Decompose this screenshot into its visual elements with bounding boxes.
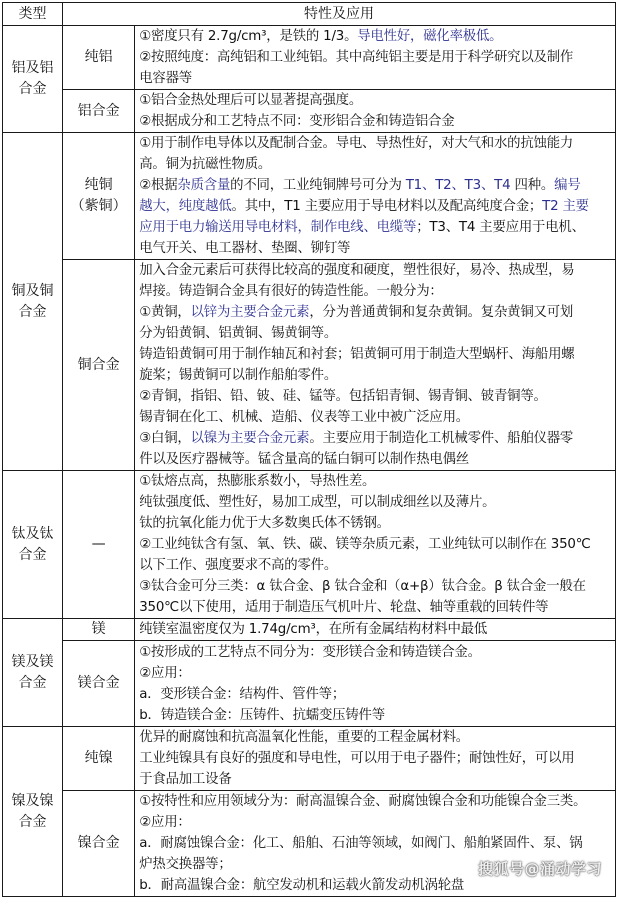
text-segment: b．耐高温镍合金：航空发动机和运载火箭发动机涡轮盘 [139, 878, 465, 893]
highlighted-text: 越大，纯度越低 [139, 199, 232, 214]
type-cell-titanium: 钛及钛 合金 [3, 471, 63, 619]
desc-titanium [135, 471, 616, 619]
subtype-pure-magnesium: 镁 [63, 619, 135, 641]
text-segment: 旋桨；锡黄铜可以制作船舶零件。 [139, 368, 338, 383]
table-row [3, 90, 616, 133]
table-row [3, 641, 616, 727]
desc-line [139, 791, 611, 812]
table-row [3, 791, 616, 897]
desc-line [139, 428, 611, 449]
table-header-row [3, 3, 616, 26]
text-segment: ①密度只有 2.7g/cm³，是铁的 1/3。 [139, 29, 358, 44]
desc-line [139, 133, 611, 154]
type-cell-magnesium: 镁及镁 合金 [3, 619, 63, 727]
text-segment: ②应用： [139, 815, 191, 830]
desc-line [139, 684, 611, 705]
desc-nickel-alloy [135, 791, 616, 897]
text-segment: ②青铜，指铝、铅、铍、硅、锰等。包括铝青铜、锡青铜、铍青铜等。 [139, 389, 547, 404]
text-segment: 焊接。铸造铜合金具有很好的铸造性能。一般分为： [139, 284, 443, 299]
highlighted-text: 导电性好，磁化率极低。 [357, 29, 503, 44]
text-segment: ①钛熔点高，热膨胀系数小，导热性差。 [139, 474, 376, 489]
desc-line [139, 260, 611, 281]
text-segment: 件以及医疗器械等。锰含量高的锰白铜可以制作热电偶丝 [139, 452, 469, 467]
desc-line [139, 217, 611, 238]
text-segment: 钛的抗氧化能力优于大多数奥氏体不锈钢。 [139, 516, 390, 531]
text-segment: 铸造铅黄铜可用于制作轴瓦和衬套；铝黄铜可用于制造大型蜗杆、海船用螺 [139, 347, 575, 362]
desc-magnesium-alloy [135, 641, 616, 727]
subtype-pure-nickel: 纯镍 [63, 727, 135, 791]
desc-line [139, 534, 611, 555]
text-segment: ，分为普通黄铜和复杂黄铜。复杂黄铜又可划 [309, 305, 574, 320]
text-segment: 纯钛强度低、塑性好，易加工成型，可以制成细丝以及薄片。 [139, 495, 496, 510]
text-segment: ②按照纯度：高纯铝和工业纯铝。其中高纯铝主要是用于科学研究以及制作 [139, 50, 574, 65]
text-segment: 。主要应用于制造化工机械零件、船舶仪器零 [309, 431, 574, 446]
subtype-nickel-alloy: 镍合金 [63, 791, 135, 897]
desc-line [139, 769, 611, 790]
header-properties: 特性及应用 [63, 3, 616, 26]
subtype-aluminum-alloy: 铝合金 [63, 90, 135, 133]
text-segment: 电容器等 [139, 71, 192, 86]
desc-line [139, 238, 611, 259]
text-segment: ③钛合金可分三类：α 钛合金、β 钛合金和（α+β）钛合金。β 钛合金一般在 [139, 579, 586, 594]
text-segment: ①黄铜， [139, 305, 191, 320]
table-row [3, 727, 616, 791]
text-segment: a．耐腐蚀镍合金：化工、船舶、石油等领域，如阀门、船舶紧固件、泵、锅 [139, 836, 583, 851]
desc-pure-nickel [135, 727, 616, 791]
desc-line [139, 281, 611, 302]
type-cell-copper: 铜及铜 合金 [3, 133, 63, 471]
desc-line [139, 68, 611, 89]
desc-line [139, 302, 611, 323]
text-segment: 。其中，T1 主要应用于导电材料以及配高纯度合金； [231, 199, 543, 214]
desc-line [139, 386, 611, 407]
text-segment: 工业纯镍具有良好的强度和导电性，可以用于电子器件；耐蚀性好，可以用 [139, 751, 575, 766]
desc-line [139, 407, 611, 428]
type-cell-nickel: 镍及镍 合金 [3, 727, 63, 897]
text-segment: 锡青铜在化工、机械、造船、仪表等工业中被广泛应用。 [139, 410, 469, 425]
desc-line [139, 663, 611, 684]
text-segment: ①铝合金热处理后可以显著提高强度。 [139, 93, 363, 108]
desc-line [139, 812, 611, 833]
desc-line [139, 555, 611, 576]
highlighted-text: 应用于电力输送用导电材料，制作电线、电缆等 [139, 220, 417, 235]
desc-line [139, 642, 611, 663]
highlighted-text: 以镍为主要合金元素 [190, 431, 310, 446]
highlighted-text: 编号 [554, 178, 581, 193]
text-segment: b．铸造镁合金：压铸件、抗蠕变压铸件等 [139, 707, 385, 723]
desc-line [139, 196, 611, 217]
header-type: 类型 [3, 3, 63, 26]
subtype-pure-aluminum: 纯铝 [63, 26, 135, 90]
desc-line [139, 471, 611, 492]
type-cell-aluminum: 铝及铝 合金 [3, 26, 63, 133]
desc-pure-magnesium [135, 619, 616, 641]
desc-line [139, 344, 611, 365]
text-segment: a．变形镁合金：结构件、管件等； [139, 686, 346, 702]
desc-line [139, 154, 611, 175]
text-segment: 优异的耐腐蚀和抗高温氧化性能，重要的工程金属材料。 [139, 730, 469, 745]
desc-line [139, 576, 611, 597]
text-segment: ①按特性和应用领域分为：耐高温镍合金、耐腐蚀镍合金和功能镍合金三类。 [139, 794, 587, 809]
table-row [3, 619, 616, 641]
desc-line [139, 175, 611, 196]
highlighted-text: T2 主要 [542, 199, 589, 214]
table-row [3, 260, 616, 471]
text-segment: 四种。 [510, 178, 555, 193]
text-segment: 分为铅黄铜、铝黄铜、锡黄铜等。 [139, 326, 338, 341]
highlighted-text: 以锌为主要合金元素 [190, 305, 310, 320]
desc-line [139, 833, 611, 854]
desc-line [139, 492, 611, 513]
text-segment: ；T3、T4 主要应用于电机、 [416, 220, 585, 235]
desc-line [139, 619, 611, 640]
desc-line [139, 323, 611, 344]
text-segment: ②根据成分和工艺特点不同：变形铝合金和铸造铝合金 [139, 114, 455, 129]
desc-line [139, 47, 611, 68]
subtype-pure-copper: 纯铜 （紫铜） [63, 133, 135, 260]
text-segment: ②根据 [139, 178, 178, 193]
subtype-magnesium-alloy: 镁合金 [63, 641, 135, 727]
desc-line [139, 513, 611, 534]
desc-aluminum-alloy [135, 90, 616, 133]
desc-line [139, 26, 611, 47]
desc-line [139, 111, 611, 132]
table-row [3, 471, 616, 619]
text-segment: ②应用： [139, 665, 191, 681]
text-segment: 加入合金元素后可获得比较高的强度和硬度，塑性很好，易冷、热成型，易 [139, 263, 575, 278]
metals-properties-table [2, 2, 616, 897]
highlighted-text: T1、T2、T3、T4 [405, 178, 511, 193]
desc-line [139, 727, 611, 748]
text-segment: ①用于制作电导体以及配制合金。导电、导热性好，对大气和水的抗蚀能力 [139, 136, 574, 151]
highlighted-text: 杂质含量 [177, 178, 231, 193]
text-segment: 于食品加工设备 [139, 772, 232, 787]
subtype-copper-alloy: 铜合金 [63, 260, 135, 471]
desc-line [139, 705, 611, 726]
desc-line [139, 90, 611, 111]
text-segment: 纯镁室温密度仅为 1.74g/cm³，在所有金属结构材料中最低 [139, 622, 488, 637]
table-row [3, 26, 616, 90]
watermark: 搜狐号@涌动学习 [478, 860, 603, 878]
desc-pure-aluminum [135, 26, 616, 90]
desc-line [139, 449, 611, 470]
desc-line [139, 748, 611, 769]
text-segment: 高。铜为抗磁性物质。 [139, 157, 272, 172]
text-segment: 350℃以下使用，适用于制造压气机叶片、轮盘、轴等重载的回转件等 [139, 600, 549, 615]
table-row [3, 133, 616, 260]
desc-line [139, 597, 611, 618]
text-segment: 电气开关、电工器材、垫圈、铆钉等 [139, 241, 351, 256]
text-segment: ①按形成的工艺特点不同分为：变形镁合金和铸造镁合金。 [139, 644, 481, 660]
desc-line [139, 365, 611, 386]
subtype-titanium: — [63, 471, 135, 619]
desc-pure-copper [135, 133, 616, 260]
desc-copper-alloy [135, 260, 616, 471]
text-segment: ③白铜， [139, 431, 191, 446]
text-segment: 的不同，工业纯铜牌号可分为 [230, 178, 406, 193]
text-segment: 以下工作、强度要求不高的零件。 [139, 558, 338, 573]
text-segment: 炉热交换器等； [139, 857, 232, 872]
text-segment: ②工业纯钛含有氢、氧、铁、碳、镁等杂质元素，工业纯钛可以制作在 350℃ [139, 537, 591, 552]
